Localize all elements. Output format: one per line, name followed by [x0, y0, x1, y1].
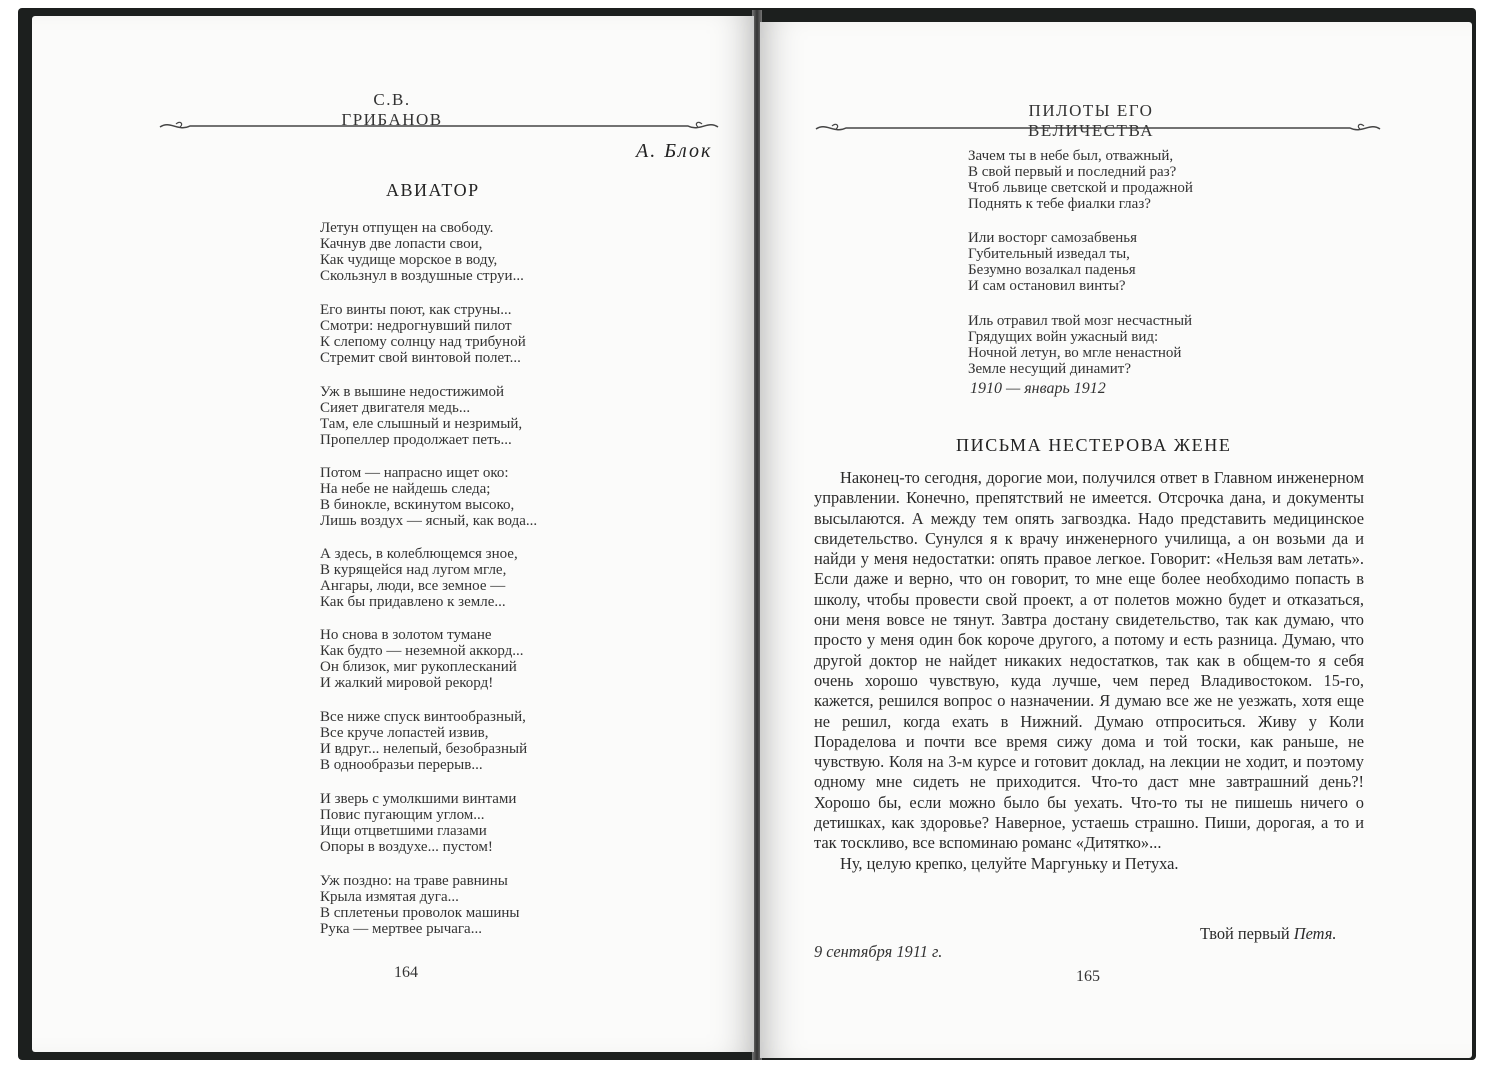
verse-line: Повис пугающим углом...	[320, 807, 485, 823]
stanza	[320, 302, 526, 366]
verse-line: Безумно возалкал паденья	[968, 262, 1136, 278]
verse-line: Летун отпущен на свободу.	[320, 220, 494, 236]
section-title: ПИСЬМА НЕСТЕРОВА ЖЕНЕ	[956, 435, 1232, 455]
verse-line: И вдруг... нелепый, безобразный	[320, 741, 528, 757]
stanza	[320, 546, 518, 610]
ornamental-rule-left	[156, 118, 722, 134]
verse-line: Скользнул в воздушные струи...	[320, 268, 524, 284]
verse-line: На небе не найдешь следа;	[320, 481, 491, 497]
verse-line: В бинокле, вскинутом высоко,	[320, 497, 515, 513]
verse-line: Его винты поют, как струны...	[320, 302, 512, 318]
verse-line: В курящейся над лугом мгле,	[320, 562, 507, 578]
verse-line: Рука — мертвее рычага...	[320, 921, 482, 937]
verse-line: Все ниже спуск винтообразный,	[320, 709, 526, 725]
verse-line: Смотри: недрогнувший пилот	[320, 318, 512, 334]
page-number-left: 164	[394, 964, 418, 981]
verse-line: Ангары, люди, все земное —	[320, 578, 506, 594]
verse-line: Лишь воздух — ясный, как вода...	[320, 513, 538, 529]
verse-line: К слепому солнцу над трибуной	[320, 334, 526, 350]
letter-paragraph: Ну, целую крепко, целуйте Маргуньку и Петуха.	[840, 853, 1179, 873]
verse-line: В свой первый и последний раз?	[968, 164, 1177, 180]
verse-line: Чтоб львице светской и продажной	[968, 180, 1193, 196]
verse-line: Грядущих войн ужасный вид:	[968, 329, 1159, 345]
signoff	[1200, 924, 1336, 944]
stanza	[320, 384, 522, 448]
verse-line: Крыла измятая дуга...	[320, 889, 459, 905]
running-head-left: С.В. ГРИБАНОВ	[341, 90, 443, 129]
verse-line: И сам остановил винты?	[968, 278, 1126, 294]
verse-line: Как бы придавлено к земле...	[320, 594, 506, 610]
right-page	[760, 22, 1472, 1058]
stanza	[320, 220, 524, 284]
verse-line: Или восторг самозабвенья	[968, 230, 1137, 246]
verse-line: В однообразьи перерыв...	[320, 757, 483, 773]
signoff-name: Петя.	[1293, 924, 1337, 943]
poem-author: А. Блок	[636, 140, 713, 162]
poem-date: 1910 — январь 1912	[970, 380, 1106, 397]
verse-line: Уж поздно: на траве равнины	[320, 873, 508, 889]
poem-title: АВИАТОР	[386, 180, 480, 200]
verse-line: Стремит свой винтовой полет...	[320, 350, 521, 366]
verse-line: Земле несущий динамит?	[968, 361, 1132, 377]
stanza	[320, 873, 520, 937]
ornamental-rule-right	[812, 120, 1384, 136]
letter-date: 9 сентября 1911 г.	[814, 942, 943, 961]
left-page	[32, 16, 754, 1052]
page-number-right: 165	[1076, 968, 1100, 985]
verse-line: Зачем ты в небе был, отважный,	[968, 148, 1174, 164]
verse-line: Там, еле слышный и незримый,	[320, 416, 523, 432]
verse-line: Он близок, миг рукоплесканий	[320, 659, 517, 675]
verse-line: В сплетеньи проволок машины	[320, 905, 520, 921]
verse-line: Ищи отцветшими глазами	[320, 823, 487, 839]
verse-line: Уж в вышине недостижимой	[320, 384, 505, 400]
verse-line: И жалкий мировой рекорд!	[320, 675, 494, 691]
stanza	[320, 465, 537, 529]
verse-line: Поднять к тебе фиалки глаз?	[968, 196, 1151, 212]
verse-line: И зверь с умолкшими винтами	[320, 791, 517, 807]
stanza	[968, 148, 1193, 212]
running-head-right: ПИЛОТЫ ЕГО ВЕЛИЧЕСТВА	[1027, 101, 1154, 140]
signoff-text: Твой первый	[1200, 924, 1290, 943]
verse-line: Губительный изведал ты,	[968, 246, 1130, 262]
verse-line: Ночной летун, во мгле ненастной	[968, 345, 1182, 361]
verse-line: Пропеллер продолжает петь...	[320, 432, 512, 448]
stanza	[320, 791, 516, 855]
verse-line: Как чудище морское в воду,	[320, 252, 498, 268]
verse-line: Опоры в воздухе... пустом!	[320, 839, 493, 855]
stanza	[968, 313, 1192, 377]
verse-line: Потом — напрасно ищет око:	[320, 465, 509, 481]
letter-paragraph: Наконец-то сегодня, дорогие мои, получился ответ в Главном инженерном управлении. Конечно, препятствий не имеется. Отсрочка дана, и документы высылаются. А между тем опять загвоздка. Надо представить медицинское свидетельство. Сунулся я к врачу инженерного училища, а он возьми да и найди у меня недостатки: опять правое легкое. Говорит: «Нельзя вам летать». Если даже и верно, что он говорит, то мне еще более необходимо попасть в школу, чтобы провести свой проект, а от полетов можно будет и отказаться, они меня вовсе не тянут. Завтра достану свидетельство, так как думаю, что просто у меня один бок короче другого, а потому и есть разница. Думаю, что другой доктор не найдет никаких недостатков, так как в общем-то я себя очень хорошо чувствую, куда лучше, чем перед Владивостоком. 15-го, кажется, решился вопрос о назначении. Я думаю все же не уезжать, хотя еще не решил, когда ехать в Нижний. Думаю отпроситься. Живу у Коли Пораделова и почти все время сижу дома и той тоски, как раньше, не чувствую. Коля на 3-м курсе и готовит доклад, на лекции не ходит, и поэтому одному мне сидеть не приходится. Что-то даст мне завтрашний день?! Хорошо бы, если можно было бы уехать. Что-то ты не пишешь ничего о детишках, как здоровье? Наверное, устаешь страшно. Пиши, дорогая, а то и так тоскливо, все вспоминаю романс «Дитятко»...	[814, 468, 1364, 853]
stanza	[320, 627, 524, 691]
verse-line: Качнув две лопасти свои,	[320, 236, 483, 252]
verse-line: А здесь, в колеблющемся зное,	[320, 546, 518, 562]
stanza	[968, 230, 1137, 294]
stanza	[320, 709, 527, 773]
letter-body	[814, 468, 1364, 874]
verse-line: Но снова в золотом тумане	[320, 627, 492, 643]
verse-line: Сияет двигателя медь...	[320, 400, 471, 416]
verse-line: Иль отравил твой мозг несчастный	[968, 313, 1193, 329]
verse-line: Все круче лопастей извив,	[320, 725, 489, 741]
verse-line: Как будто — неземной аккорд...	[320, 643, 524, 659]
